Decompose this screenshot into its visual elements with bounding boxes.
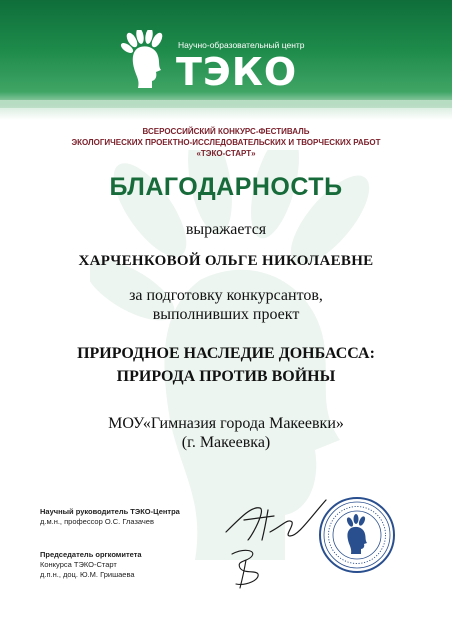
organization-name: МОУ«Гимназия города Макеевки» <box>108 415 344 432</box>
project-title-line-1: ПРИРОДНОЕ НАСЛЕДИЕ ДОНБАССА: <box>77 345 375 362</box>
signatory-2-role-line-2: Конкурса ТЭКО-Старт <box>40 560 117 569</box>
signatory-2-role-line-1: Председатель оргкомитета <box>40 550 142 559</box>
handwritten-signature-2 <box>222 544 272 590</box>
signatory-1 <box>40 507 240 527</box>
expressed-text: выражается <box>185 221 267 238</box>
logo-subtitle: Научно-образовательный центр <box>178 40 305 50</box>
signatory-1-role: Научный руководитель ТЭКО-Центра <box>40 507 180 516</box>
signatory-1-name: д.м.н., профессор О.С. Глазачев <box>40 517 154 526</box>
reason-line-2: выполнивших проект <box>152 306 300 323</box>
reason-line-1: за подготовку конкурсантов, <box>129 287 323 304</box>
contest-line-2: ЭКОЛОГИЧЕСКИХ ПРОЕКТНО-ИССЛЕДОВАТЕЛЬСКИХ И ТВОРЧЕСКИХ РАБОТ <box>71 138 381 147</box>
contest-line-1: ВСЕРОССИЙСКИЙ КОНКУРС-ФЕСТИВАЛЬ <box>142 127 310 136</box>
certificate-title: БЛАГОДАРНОСТЬ <box>109 173 343 201</box>
recipient-name: ХАРЧЕНКОВОЙ ОЛЬГЕ НИКОЛАЕВНЕ <box>78 253 374 269</box>
project-title-line-2: ПРИРОДА ПРОТИВ ВОЙНЫ <box>116 368 336 385</box>
contest-name <box>0 126 452 159</box>
header-fade <box>0 100 452 120</box>
signatory-2 <box>40 550 240 580</box>
handwritten-signature-1 <box>222 496 332 544</box>
logo-name: ТЭКО <box>176 50 298 94</box>
organization-city: (г. Макеевка) <box>181 434 271 451</box>
contest-line-3: «ТЭКО-СТАРТ» <box>196 149 256 158</box>
signatory-2-name: д.п.н., доц. Ю.М. Гришаева <box>40 570 135 579</box>
official-seal-icon <box>318 496 396 574</box>
laurel-head-logo-icon <box>118 30 174 92</box>
